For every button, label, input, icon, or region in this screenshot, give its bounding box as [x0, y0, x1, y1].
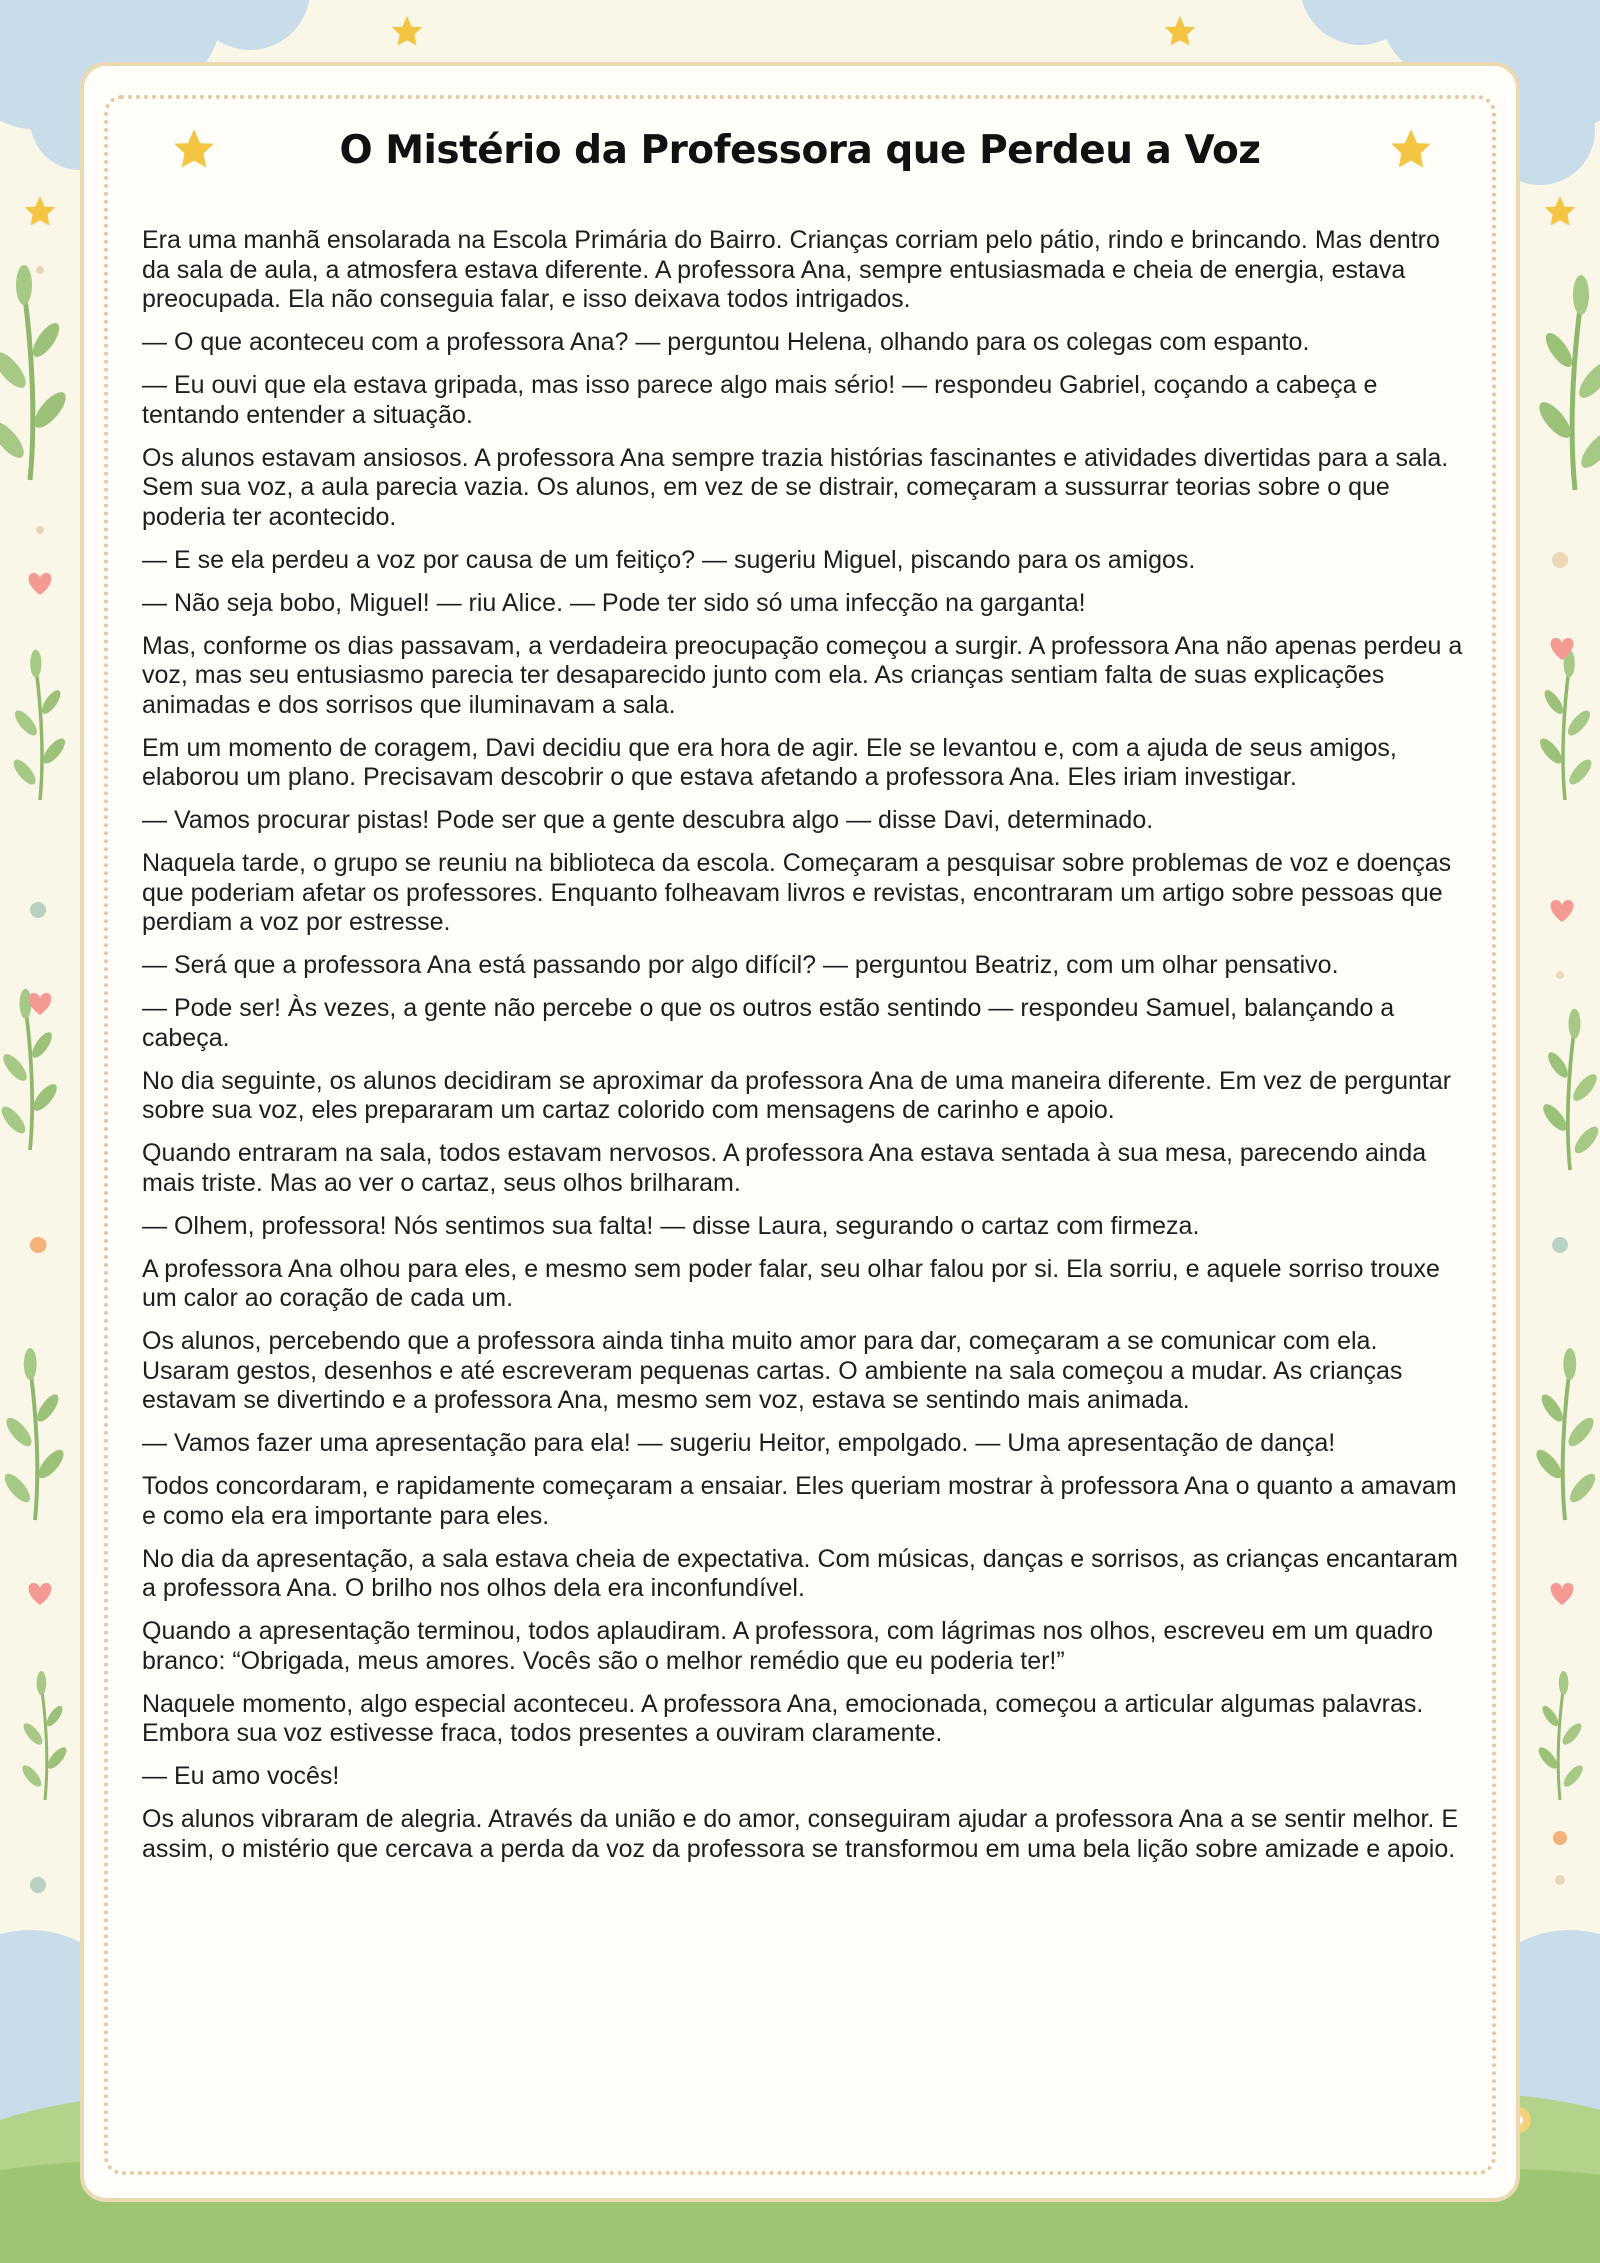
story-paragraph: — E se ela perdeu a voz por causa de um feitiço? — sugeriu Miguel, piscando para os amigos.	[142, 545, 1196, 574]
story-paragraph: Todos concordaram, e rapidamente começaram a ensaiar. Eles queriam mostrar à professora Ana o quanto a amavam e como ela era importante para eles.	[142, 1472, 1457, 1530]
story-paragraph: — Vamos procurar pistas! Pode ser que a gente descubra algo — disse Davi, determinado.	[142, 806, 1154, 834]
story-paragraph: No dia da apresentação, a sala estava cheia de expectativa. Com músicas, danças e sorrisos, as crianças encantaram a professora Ana. O brilho nos olhos dela era inconfundível.	[142, 1544, 1458, 1602]
story-title: O Mistério da Professora que Perdeu a Voz	[339, 128, 1261, 173]
story-paragraph: — Olhem, professora! Nós sentimos sua falta! — disse Laura, segurando o cartaz com firmeza.	[142, 1211, 1200, 1240]
leaf-branch-icon	[1532, 275, 1600, 1800]
story-paragraph: — Será que a professora Ana está passando por algo difícil? — perguntou Beatriz, com um olhar pensativo.	[142, 951, 1339, 979]
story-paragraph: — Pode ser! Às vezes, a gente não percebe o que os outros estão sentindo — respondeu Samuel, balançando a cabeça.	[142, 994, 1395, 1052]
leaf-branch-icon	[0, 265, 71, 1800]
story-paragraph: Em um momento de coragem, Davi decidiu que era hora de agir. Ele se levantou e, com a ajuda de seus amigos, elaborou um plano. Precisavam descobrir o que estava afetando a professora Ana. Eles iriam investigar.	[142, 733, 1397, 791]
story-paragraph: — Vamos fazer uma apresentação para ela! — sugeriu Heitor, empolgado. — Uma apresentação de dança!	[142, 1429, 1336, 1457]
story-paragraph: — O que aconteceu com a professora Ana? — perguntou Helena, olhando para os colegas com espanto.	[142, 328, 1310, 356]
story-paragraph: Os alunos, percebendo que a professora ainda tinha muito amor para dar, começaram a se comunicar com ela. Usaram gestos, desenhos e até escreveram pequenas cartas. O ambiente na sala começou a mudar. As crianças estavam se divertindo e a professora Ana, mesmo sem voz, estava se sentindo mais animada.	[142, 1327, 1403, 1414]
story-paragraph: — Eu ouvi que ela estava gripada, mas isso parece algo mais sério! — respondeu Gabriel, coçando a cabeça e tentando entender a situação.	[142, 371, 1378, 429]
story-paragraph: Mas, conforme os dias passavam, a verdadeira preocupação começou a surgir. A professora Ana não apenas perdeu a voz, mas seu entusiasmo parecia ter desaparecido junto com ela. As crianças sentiam falta de suas explicações animadas e dos sorrisos que iluminavam a sala.	[142, 631, 1463, 719]
story-paragraph: Era uma manhã ensolarada na Escola Primária do Bairro. Crianças corriam pelo pátio, rindo e brincando. Mas dentro da sala de aula, a atmosfera estava diferente. A professora Ana, sempre entusiasmada e cheia de energia, estava preocupada. Ela não conseguia falar, e isso deixava todos intrigados.	[142, 226, 1440, 313]
story-paragraph: Quando entraram na sala, todos estavam nervosos. A professora Ana estava sentada à sua mesa, parecendo ainda mais triste. Mas ao ver o cartaz, seus olhos brilharam.	[142, 1139, 1427, 1197]
story-paragraph: Os alunos vibraram de alegria. Através da união e do amor, conseguiram ajudar a professora Ana a se sentir melhor. E assim, o mistério que cercava a perda da voz da professora se transformou em uma bela lição sobre amizade e apoio.	[142, 1805, 1459, 1863]
story-paragraph: No dia seguinte, os alunos decidiram se aproximar da professora Ana de uma maneira diferente. Em vez de perguntar sobre sua voz, eles prepararam um cartaz colorido com mensagens de carinho e apoio.	[142, 1066, 1452, 1124]
story-body	[142, 226, 1467, 1878]
story-paragraph: Os alunos estavam ansiosos. A professora Ana sempre trazia histórias fascinantes e atividades divertidas para a sala. Sem sua voz, a aula parecia vazia. Os alunos, em vez de se distrair, começaram a sussurrar teorias sobre o que poderia ter acontecido.	[142, 443, 1449, 531]
story-paragraph: Quando a apresentação terminou, todos aplaudiram. A professora, com lágrimas nos olhos, escreveu em um quadro branco: “Obrigada, meus amores. Vocês são o melhor remédio que eu poderia ter!”	[142, 1617, 1433, 1675]
story-paragraph: Naquela tarde, o grupo se reuniu na biblioteca da escola. Começaram a pesquisar sobre problemas de voz e doenças que poderiam afetar os professores. Enquanto folheavam livros e revistas, encontraram um artigo sobre pessoas que perdiam a voz por estresse.	[142, 849, 1452, 936]
story-paragraph: — Eu amo vocês!	[142, 1762, 340, 1790]
story-paragraph: Naquele momento, algo especial aconteceu. A professora Ana, emocionada, começou a articular algumas palavras. Embora sua voz estivesse fraca, todos presentes a ouviram claramente.	[142, 1689, 1424, 1747]
story-paragraph: — Não seja bobo, Miguel! — riu Alice. — Pode ter sido só uma infecção na garganta!	[142, 588, 1086, 617]
story-paragraph: A professora Ana olhou para eles, e mesmo sem poder falar, seu olhar falou por si. Ela sorriu, e aquele sorriso trouxe um calor ao coração de cada um.	[142, 1254, 1440, 1312]
